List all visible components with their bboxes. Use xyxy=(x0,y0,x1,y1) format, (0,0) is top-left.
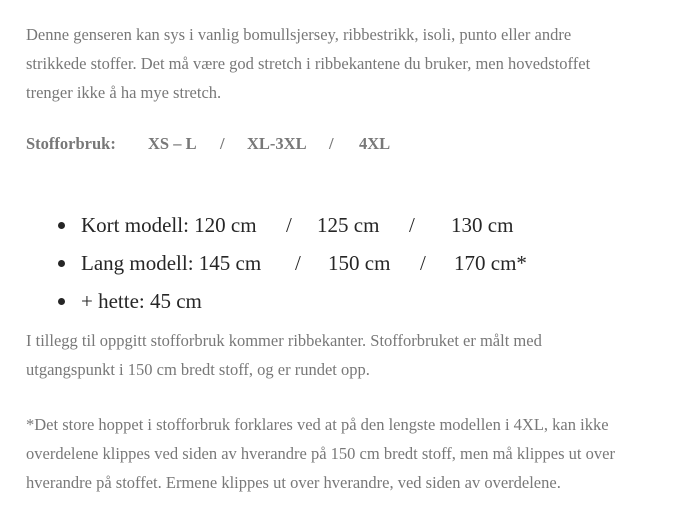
intro-line: strikkede stoffer. Det må være god stretch i ribbekantene du bruker, men hovedstoffet xyxy=(26,54,591,73)
long-model-usage-4xl: 170 cm* xyxy=(454,251,527,275)
size-separator: / xyxy=(220,134,225,153)
note-paragraph xyxy=(26,326,542,384)
intro-paragraph xyxy=(26,20,590,107)
footnote-line: overdelene klippes ved siden av hverandre på 150 cm bredt stoff, men må klippes ut over xyxy=(26,444,615,463)
footnote-paragraph xyxy=(26,410,615,497)
short-model-usage: Kort modell: 120 cm xyxy=(81,213,257,237)
intro-line: Denne genseren kan sys i vanlig bomullsjersey, ribbestrikk, isoli, punto eller andre xyxy=(26,25,572,44)
long-model-usage: Lang modell: 145 cm xyxy=(81,251,262,275)
size-range-small: XS – L xyxy=(148,134,197,153)
fabric-usage-label: Stofforbruk: xyxy=(26,134,116,153)
long-model-usage-xl: 150 cm xyxy=(328,251,391,275)
short-model-usage-xl: 125 cm xyxy=(317,213,380,237)
bullet-icon xyxy=(58,298,65,305)
size-range-xl: 4XL xyxy=(359,134,391,153)
fabric-usage-heading xyxy=(26,132,390,156)
note-line: I tillegg til oppgitt stofforbruk kommer ribbekanter. Stofforbruket er målt med xyxy=(26,331,542,350)
footnote-line: hverandre på stoffet. Ermene klippes ut over hverandre, ved siden av overdelene. xyxy=(26,473,561,492)
size-range-large: XL-3XL xyxy=(247,134,307,153)
value-separator: / xyxy=(409,213,415,237)
value-separator: / xyxy=(286,213,292,237)
bullet-icon xyxy=(58,260,65,267)
footnote-line: *Det store hoppet i stofforbruk forklares ved at på den lengste modellen i 4XL, kan ikke xyxy=(26,415,609,434)
bullet-icon xyxy=(58,222,65,229)
value-separator: / xyxy=(420,251,426,275)
value-separator: / xyxy=(295,251,301,275)
short-model-usage-4xl: 130 cm xyxy=(451,213,514,237)
size-separator: / xyxy=(329,134,334,153)
hood-usage: + hette: 45 cm xyxy=(81,289,202,313)
note-line: utgangspunkt i 150 cm bredt stoff, og er rundet opp. xyxy=(26,360,370,379)
intro-line: trenger ikke å ha mye stretch. xyxy=(26,83,222,102)
